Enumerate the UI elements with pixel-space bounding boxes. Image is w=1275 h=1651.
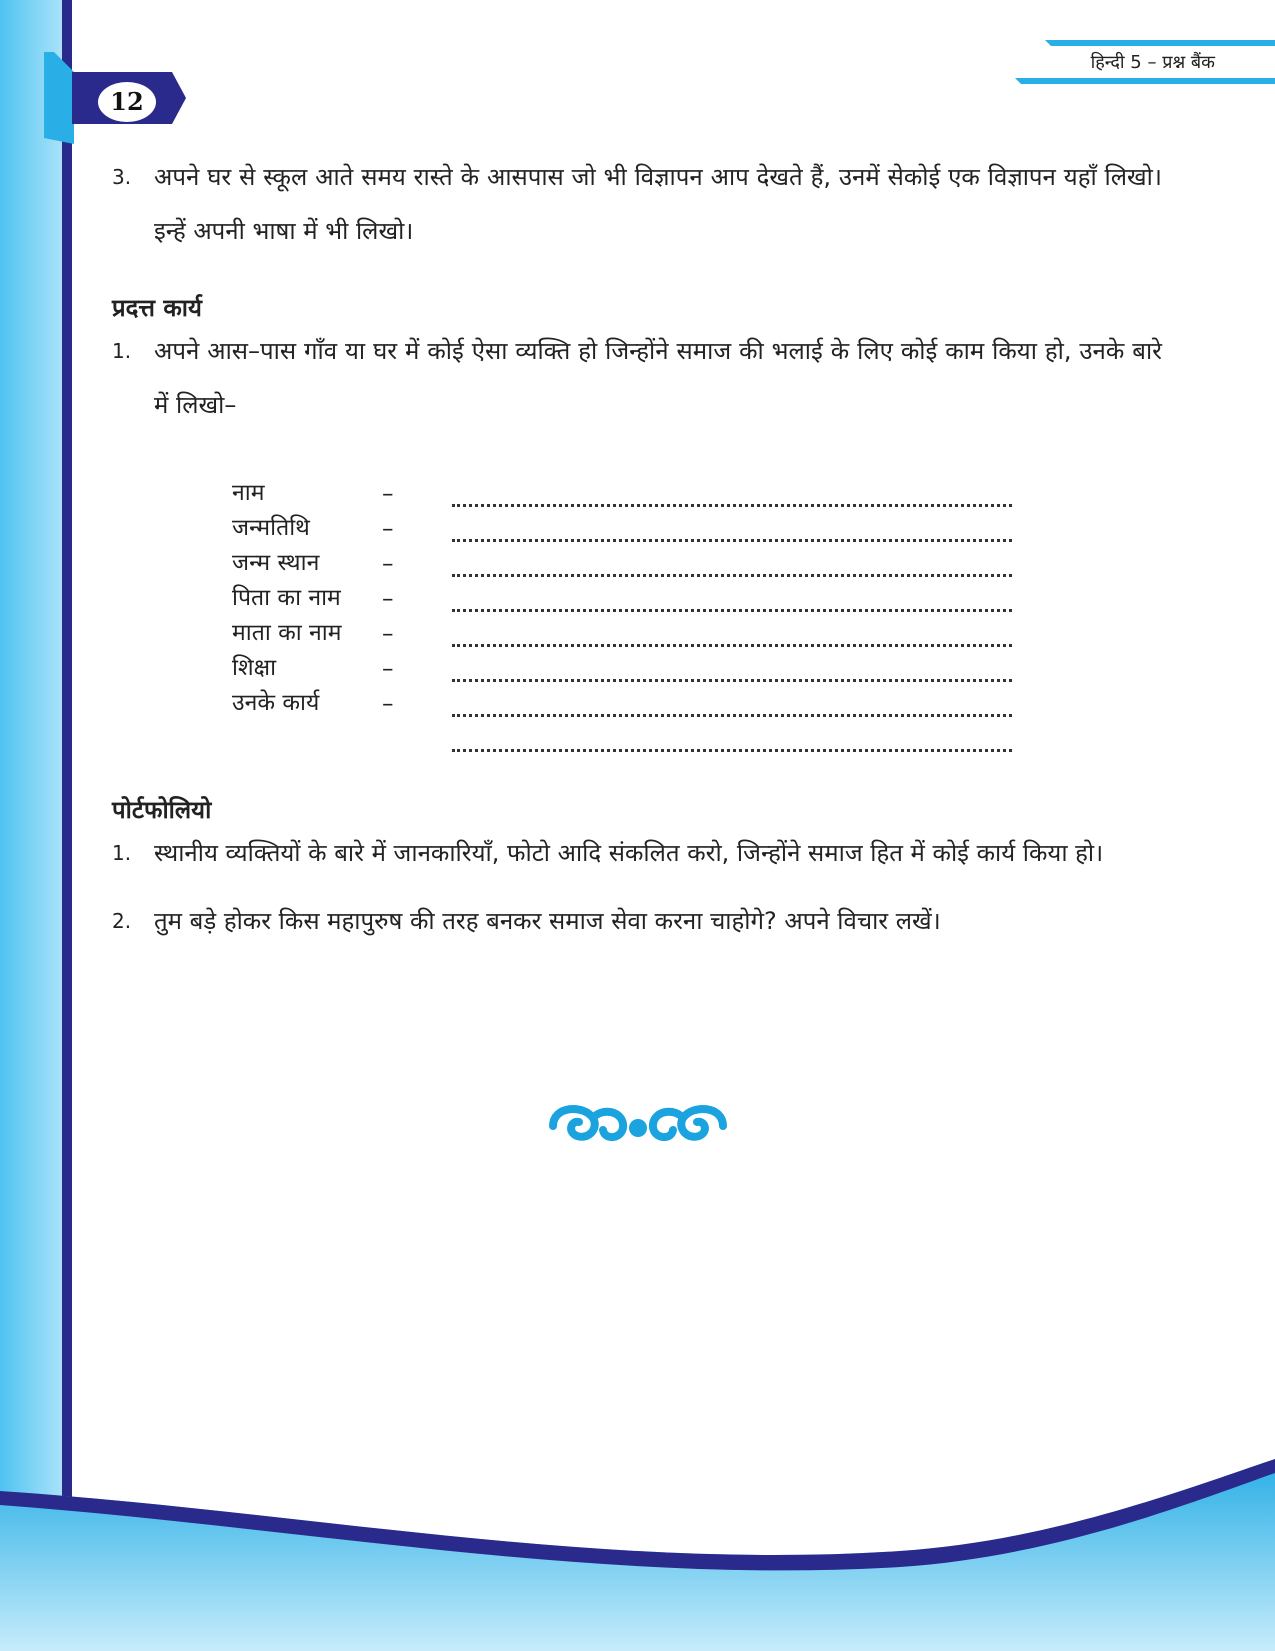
fill-blank-line[interactable] (452, 657, 1012, 682)
form-dash: – (382, 551, 394, 577)
book-title: हिन्दी 5 – प्रश्न बैंक (1090, 52, 1215, 73)
question-number: 3. (112, 165, 132, 189)
form-label: शिक्षा (232, 655, 277, 681)
fill-blank-line[interactable] (452, 587, 1012, 612)
question-item (112, 826, 1162, 880)
question-text: अपने आस–पास गाँव या घर में कोई ऐसा व्यक्ति हो जिन्होंने समाज की भलाई के लिए कोई काम किया हो, उनके बारे में लिखो– (154, 337, 1162, 419)
question-number: 1. (112, 339, 132, 363)
question-item (112, 324, 1162, 432)
form-label: जन्म स्थान (232, 550, 320, 576)
fill-blank-line[interactable] (452, 692, 1012, 717)
question-item (112, 894, 1162, 948)
page-number: 12 (98, 82, 156, 122)
form-row (232, 472, 1162, 507)
section-title-assigned: प्रदत्त कार्य (112, 294, 202, 322)
form-dash: – (382, 586, 394, 612)
fill-blank-line[interactable] (452, 517, 1012, 542)
question-text: तुम बड़े होकर किस महापुरुष की तरह बनकर समाज सेवा करना चाहोगे? अपने विचार लखें। (154, 907, 941, 935)
form-label: नाम (232, 480, 265, 506)
left-border-line (62, 0, 72, 1540)
fill-blank-line[interactable] (452, 727, 1012, 752)
fill-blank-line[interactable] (452, 622, 1012, 647)
form-label: जन्मतिथि (232, 515, 310, 541)
form-dash: – (382, 621, 394, 647)
form-dash: – (382, 691, 394, 717)
form-row (232, 542, 1162, 577)
info-form (232, 472, 1162, 752)
form-dash: – (382, 481, 394, 507)
form-label: माता का नाम (232, 620, 342, 646)
form-row (232, 682, 1162, 717)
ornament-icon (543, 1096, 733, 1146)
form-row (232, 647, 1162, 682)
bottom-wave (0, 1451, 1275, 1651)
form-row (232, 577, 1162, 612)
form-label: पिता का नाम (232, 585, 341, 611)
form-label: उनके कार्य (232, 690, 320, 716)
question-number: 1. (112, 841, 132, 865)
question-text: अपने घर से स्कूल आते समय रास्ते के आसपास जो भी विज्ञापन आप देखते हैं, उनमें सेकोई एक विज्ञापन यहाँ लिखो। इन्हें अपनी भाषा में भी लिखो। (154, 163, 1162, 245)
form-dash: – (382, 656, 394, 682)
form-row-continuation (232, 717, 1162, 752)
fill-blank-line[interactable] (452, 482, 1012, 507)
question-text: स्थानीय व्यक्तियों के बारे में जानकारियाँ, फोटो आदि संकलित करो, जिन्होंने समाज हित में कोई कार्य किया हो। (154, 839, 1104, 867)
fill-blank-line[interactable] (452, 552, 1012, 577)
left-decorative-strip (0, 0, 62, 1651)
question-item (112, 150, 1162, 258)
section-title-portfolio: पोर्टफोलियो (112, 796, 212, 824)
form-row (232, 612, 1162, 647)
question-number: 2. (112, 909, 132, 933)
page-content (112, 150, 1162, 948)
form-row (232, 507, 1162, 542)
form-dash: – (382, 516, 394, 542)
